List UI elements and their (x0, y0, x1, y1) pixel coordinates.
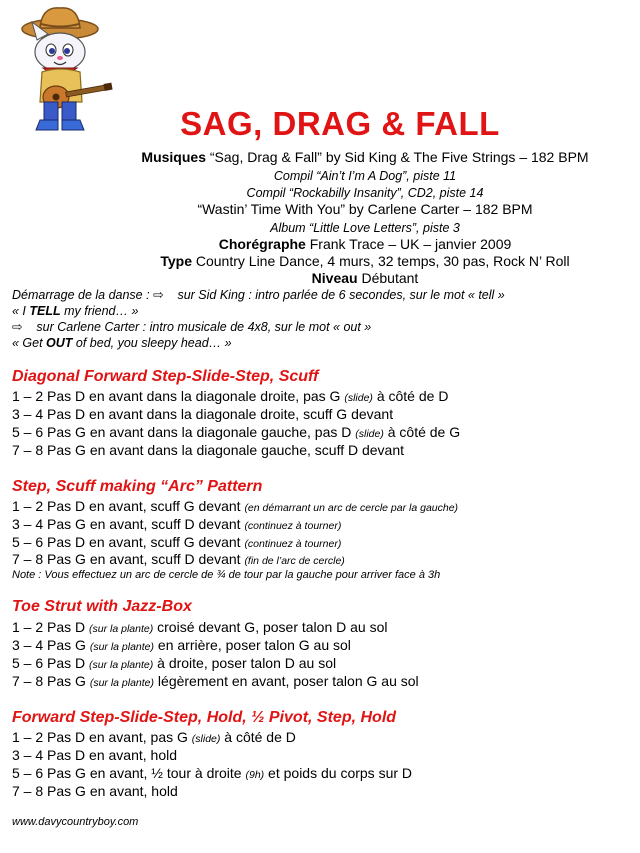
intro-lyric-prefix: « I (12, 304, 30, 318)
musiques-value: “Sag, Drag & Fall” by Sid King & The Five Strings – 182 BPM (209, 149, 589, 165)
step-row: 7 – 8 Pas G en avant dans la diagonale gauche, scuff D devant (12, 442, 405, 458)
intro-line-2 (12, 303, 138, 320)
dance-title: SAG, DRAG & FALL (180, 105, 500, 142)
album: Album “Little Love Letters”, piste 3 (270, 221, 460, 235)
niveau-value: Débutant (361, 270, 419, 286)
compil-1: Compil “Ain’t I’m A Dog”, piste 11 (273, 169, 457, 183)
step-row: 3 – 4 Pas D en avant, hold (12, 747, 177, 763)
intro-lyric-keyword: TELL (29, 304, 61, 318)
step-row: 5 – 6 Pas D (sur la plante) à droite, poser talon D au sol (12, 655, 337, 671)
intro-line-4 (12, 335, 232, 352)
step-row: 7 – 8 Pas G en avant, scuff D devant (fin de l’arc de cercle) (12, 551, 345, 567)
section-note: Note : Vous effectuez un arc de cercle de ¾ de tour par la gauche pour arriver face à 3h (12, 569, 441, 581)
song-2: “Wastin’ Time With You” by Carlene Carter – 182 BPM (197, 201, 533, 217)
step-row: 1 – 2 Pas D en avant, pas G (slide) à côté de D (12, 729, 296, 745)
arrow-icon: ⇨ (153, 288, 164, 302)
step-row: 5 – 6 Pas D en avant, scuff G devant (continuez à tourner) (12, 534, 342, 550)
choreographer-value: Frank Trace – UK – janvier 2009 (309, 236, 512, 252)
intro-line-3 (12, 319, 371, 336)
step-row: 1 – 2 Pas D en avant dans la diagonale droite, pas G (slide) à côté de D (12, 388, 449, 404)
intro-start-label: Démarrage de la danse : (12, 288, 150, 302)
intro-lyric-suffix: my friend… » (60, 304, 139, 318)
step-row: 3 – 4 Pas D en avant dans la diagonale droite, scuff G devant (12, 406, 394, 422)
arrow-icon: ⇨ (12, 320, 23, 334)
step-row: 7 – 8 Pas G en avant, hold (12, 783, 178, 799)
intro-lyric2-suffix: of bed, you sleepy head… » (72, 336, 232, 350)
niveau-line (0, 269, 640, 288)
type-label: Type (160, 253, 192, 269)
intro-carlene-carter: sur Carlene Carter : intro musicale de 4x8, sur le mot « out » (36, 320, 372, 334)
intro-lyric2-prefix: « Get (12, 336, 47, 350)
step-row: 5 – 6 Pas G en avant, ½ tour à droite (9h) et poids du corps sur D (12, 765, 413, 781)
step-row: 7 – 8 Pas G (sur la plante) légèrement en avant, poser talon G au sol (12, 673, 419, 689)
type-value: Country Line Dance, 4 murs, 32 temps, 30 pas, Rock N’ Roll (195, 253, 570, 269)
choreographer-label: Chorégraphe (218, 236, 306, 252)
intro-lyric2-keyword: OUT (46, 336, 73, 350)
compil-2: Compil “Rockabilly Insanity”, CD2, piste 14 (246, 186, 484, 200)
website-footer[interactable]: www.davycountryboy.com (12, 816, 139, 828)
section-heading-1: Diagonal Forward Step-Slide-Step, Scuff (12, 368, 319, 385)
intro-line-1 (12, 287, 505, 304)
section-heading-4: Forward Step-Slide-Step, Hold, ½ Pivot, Step, Hold (12, 709, 397, 726)
step-row: 1 – 2 Pas D (sur la plante) croisé devant G, poser talon D au sol (12, 619, 388, 635)
step-row: 3 – 4 Pas G en avant, scuff D devant (continuez à tourner) (12, 516, 342, 532)
section-heading-3: Toe Strut with Jazz-Box (12, 598, 192, 615)
step-row: 1 – 2 Pas D en avant, scuff G devant (en démarrant un arc de cercle par la gauche) (12, 498, 459, 514)
intro-sid-king: sur Sid King : intro parlée de 6 secondes, sur le mot « tell » (177, 288, 505, 302)
step-row: 3 – 4 Pas G (sur la plante) en arrière, poser talon G au sol (12, 637, 351, 653)
musiques-label: Musiques (141, 149, 206, 165)
musiques-line (0, 148, 640, 167)
niveau-label: Niveau (311, 270, 358, 286)
section-heading-2: Step, Scuff making “Arc” Pattern (12, 478, 263, 495)
step-row: 5 – 6 Pas G en avant dans la diagonale gauche, pas D (slide) à côté de G (12, 424, 461, 440)
